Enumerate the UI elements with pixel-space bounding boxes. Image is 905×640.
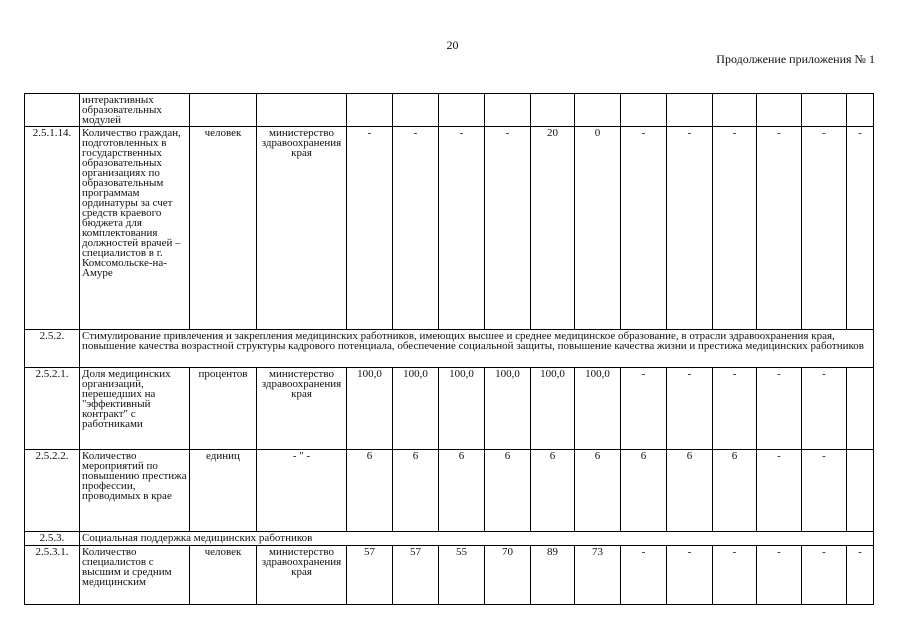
value-cell: -	[621, 127, 667, 330]
responsible-executor: министерство здравоохранения края	[257, 368, 347, 450]
value-cell: -	[757, 546, 802, 605]
value-cell: 6	[485, 450, 531, 532]
value-cell: -	[393, 127, 439, 330]
value-cell: 6	[667, 450, 713, 532]
value-cell: -	[757, 450, 802, 532]
value-cell: -	[757, 368, 802, 450]
value-cell: 100,0	[575, 368, 621, 450]
value-cell	[575, 94, 621, 127]
value-cell: -	[485, 127, 531, 330]
value-cell	[847, 94, 874, 127]
value-cell: -	[713, 127, 757, 330]
value-cell: 6	[393, 450, 439, 532]
value-cell: 20	[531, 127, 575, 330]
value-cell	[485, 94, 531, 127]
responsible-executor: министерство здравоохранения края	[257, 127, 347, 330]
row-number: 2.5.1.14.	[25, 127, 80, 330]
row-number: 2.5.3.	[25, 532, 80, 546]
unit-of-measure: человек	[190, 546, 257, 605]
value-cell: -	[667, 546, 713, 605]
value-cell: 100,0	[531, 368, 575, 450]
value-cell: 100,0	[439, 368, 485, 450]
value-cell: 89	[531, 546, 575, 605]
section-row	[25, 330, 874, 368]
page-number: 20	[446, 38, 459, 52]
value-cell: -	[802, 546, 847, 605]
value-cell: 57	[393, 546, 439, 605]
value-cell	[393, 94, 439, 127]
value-cell: -	[802, 368, 847, 450]
value-cell	[347, 94, 393, 127]
value-cell: -	[713, 546, 757, 605]
table-row	[25, 546, 874, 605]
unit-of-measure: единиц	[190, 450, 257, 532]
value-cell: -	[667, 127, 713, 330]
value-cell	[847, 450, 874, 532]
indicators-table	[24, 93, 874, 605]
table-row	[25, 94, 874, 127]
value-cell: 6	[575, 450, 621, 532]
section-row	[25, 532, 874, 546]
row-number: 2.5.2.	[25, 330, 80, 368]
section-title: Стимулирование привлечения и закрепления медицинских работников, имеющих высшее и среднее медицинское образование, в отрасли здравоохранения края, повышение качества возрастной структуры кадрового потенциала, обеспечение социальной защиты, повышение качества жизни и престижа медицинских работников	[80, 330, 874, 368]
value-cell	[802, 94, 847, 127]
value-cell	[439, 94, 485, 127]
row-number: 2.5.3.1.	[25, 546, 80, 605]
indicator-name: интерактивных образовательных модулей	[80, 94, 190, 127]
value-cell: -	[802, 450, 847, 532]
row-number: 2.5.2.2.	[25, 450, 80, 532]
unit-of-measure: процентов	[190, 368, 257, 450]
responsible-executor: - " -	[257, 450, 347, 532]
indicator-name: Количество специалистов с высшим и средним медицинским	[80, 546, 190, 605]
indicator-name: Доля медицинских организаций, перешедших на "эффективный контракт" с работниками	[80, 368, 190, 450]
unit-of-measure	[190, 94, 257, 127]
value-cell: 6	[439, 450, 485, 532]
value-cell: 55	[439, 546, 485, 605]
value-cell: 6	[713, 450, 757, 532]
table-row	[25, 368, 874, 450]
value-cell: -	[757, 127, 802, 330]
unit-of-measure: человек	[190, 127, 257, 330]
continuation-note: Продолжение приложения № 1	[716, 52, 875, 66]
responsible-executor: министерство здравоохранения края	[257, 546, 347, 605]
row-number	[25, 94, 80, 127]
value-cell: 6	[347, 450, 393, 532]
value-cell: -	[347, 127, 393, 330]
value-cell: 100,0	[347, 368, 393, 450]
value-cell: 0	[575, 127, 621, 330]
value-cell: -	[713, 368, 757, 450]
responsible-executor	[257, 94, 347, 127]
value-cell	[667, 94, 713, 127]
value-cell	[847, 368, 874, 450]
value-cell: 57	[347, 546, 393, 605]
value-cell: 6	[621, 450, 667, 532]
value-cell: 6	[531, 450, 575, 532]
value-cell	[621, 94, 667, 127]
value-cell: -	[621, 368, 667, 450]
value-cell: 70	[485, 546, 531, 605]
table-row	[25, 450, 874, 532]
value-cell: -	[802, 127, 847, 330]
value-cell	[713, 94, 757, 127]
value-cell: -	[439, 127, 485, 330]
value-cell: 100,0	[485, 368, 531, 450]
row-number: 2.5.2.1.	[25, 368, 80, 450]
section-title: Социальная поддержка медицинских работников	[80, 532, 874, 546]
value-cell	[757, 94, 802, 127]
indicator-name: Количество граждан, подготовленных в государственных образовательных организациях по образовательным программам ординатуры за счет средств краевого бюджета для комплектования должностей врачей – специалистов в г. Комсомольске-на-Амуре	[80, 127, 190, 330]
value-cell: -	[847, 127, 874, 330]
value-cell: -	[621, 546, 667, 605]
value-cell: -	[667, 368, 713, 450]
value-cell	[531, 94, 575, 127]
value-cell: -	[847, 546, 874, 605]
value-cell: 100,0	[393, 368, 439, 450]
table-row	[25, 127, 874, 330]
indicator-name: Количество мероприятий по повышению престижа профессии, проводимых в крае	[80, 450, 190, 532]
value-cell: 73	[575, 546, 621, 605]
